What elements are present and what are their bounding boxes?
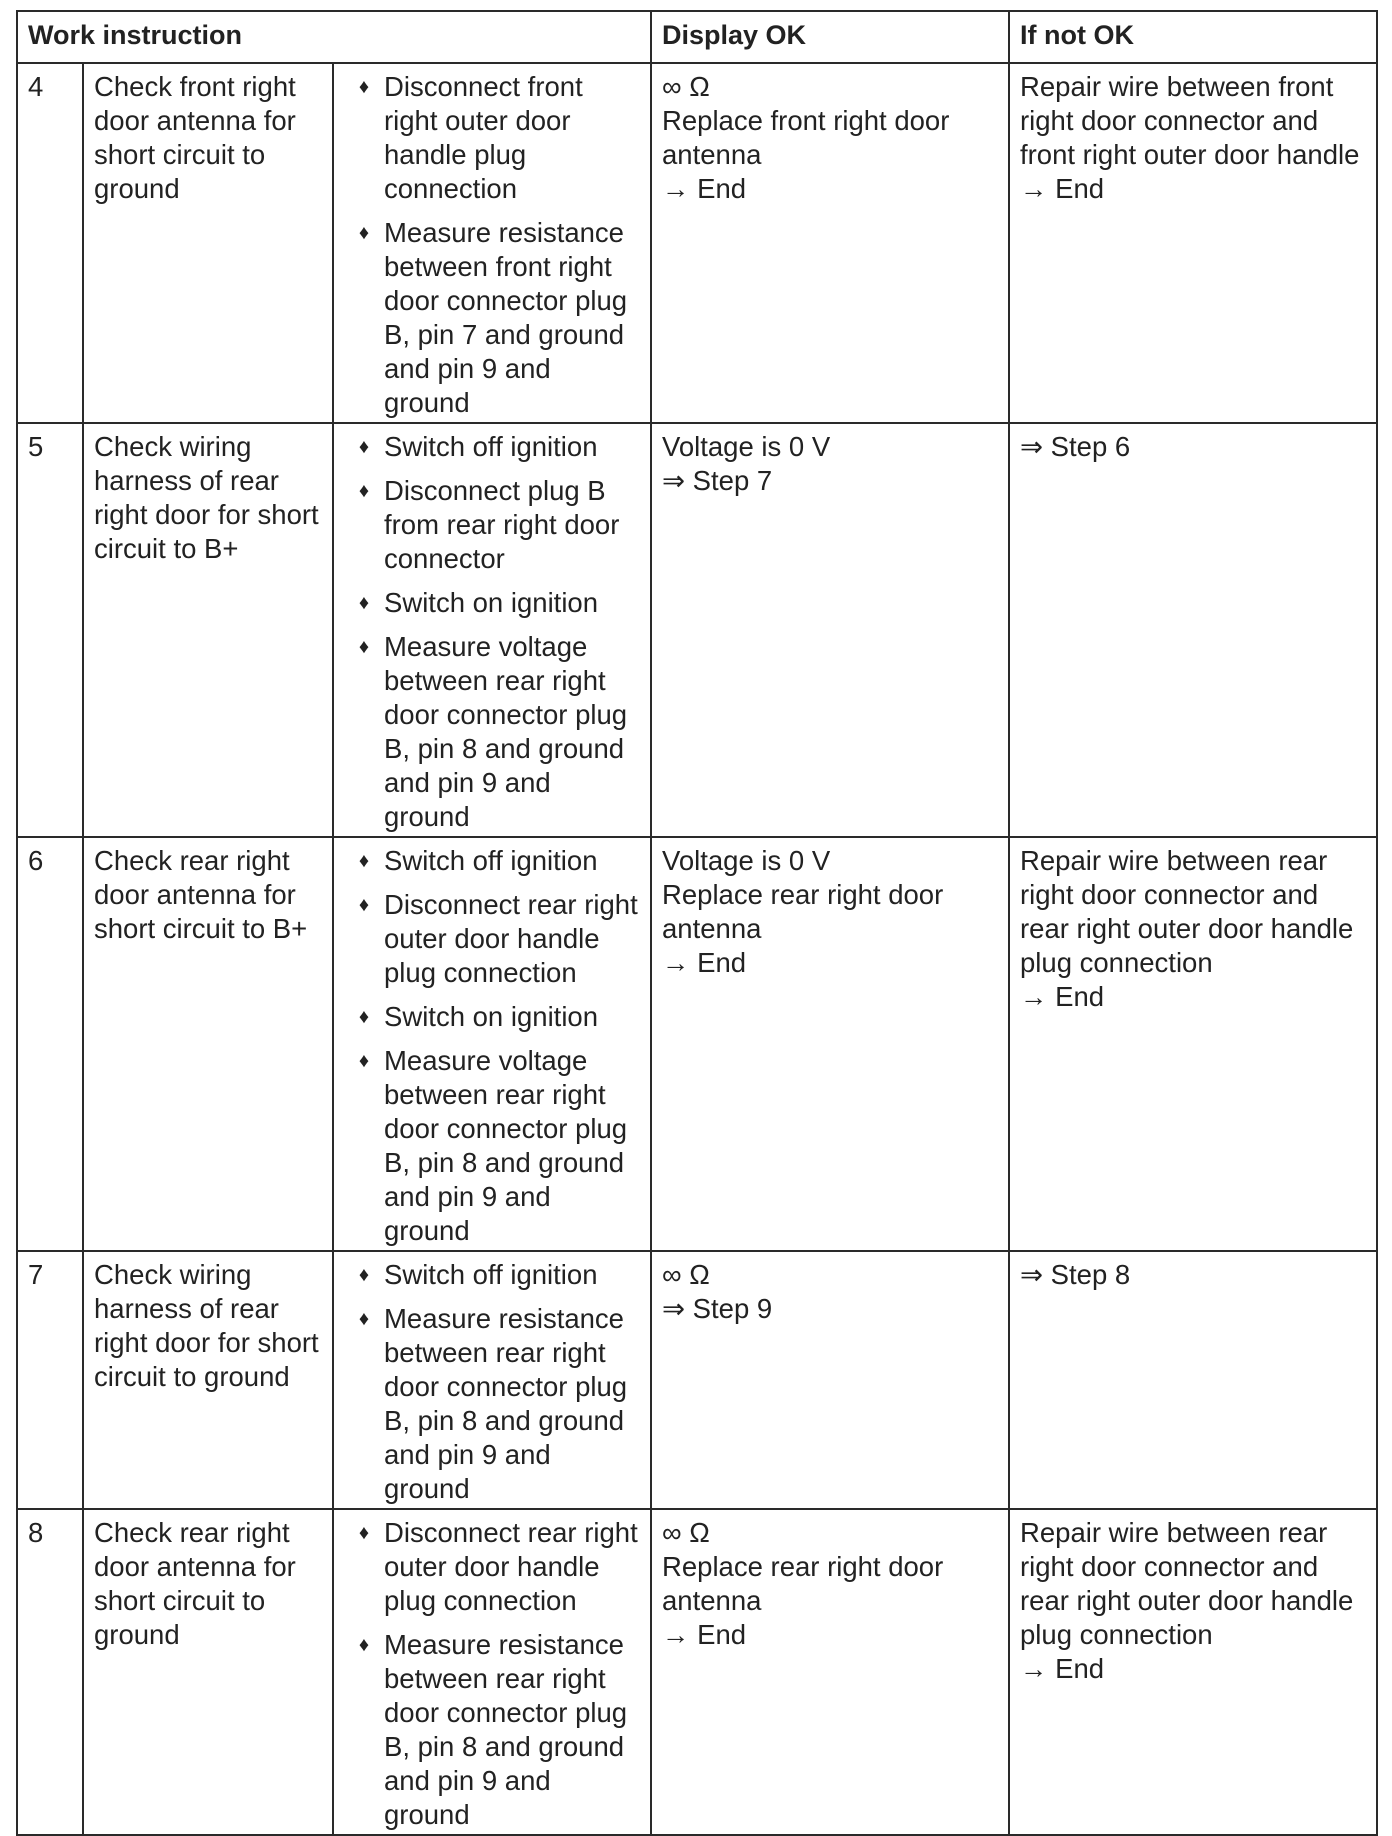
table-row — [17, 837, 1377, 1251]
action-steps-list — [344, 1258, 640, 1506]
table-row — [17, 423, 1377, 837]
if-not-ok-cell — [1009, 423, 1377, 837]
action-step-text: Measure resistance between rear right door connector plug B, pin 8 and ground and pin 9 and ground — [384, 1303, 628, 1504]
action-steps-list — [344, 430, 640, 834]
action-steps-list — [344, 1516, 640, 1832]
if-not-ok-line: Repair wire between front right door connector and front right outer door handle — [1020, 71, 1360, 170]
header-if-not-ok: If not OK — [1009, 11, 1377, 63]
step-number: 4 — [17, 63, 83, 423]
action-step-text: Disconnect plug B from rear right door connector — [384, 475, 620, 574]
action-step — [344, 844, 640, 878]
diamond-bullet-icon: ♦ — [358, 1264, 370, 1286]
header-row — [17, 11, 1377, 63]
check-description: Check rear right door antenna for short circuit to B+ — [83, 837, 333, 1251]
action-step — [344, 70, 640, 206]
display-ok-line: Voltage is 0 V — [662, 845, 831, 876]
action-step — [344, 888, 640, 990]
step-number: 8 — [17, 1509, 83, 1835]
if-not-ok-cell — [1009, 63, 1377, 423]
action-step-text: Switch off ignition — [384, 845, 598, 876]
action-step — [344, 630, 640, 834]
display-ok-cell — [651, 1509, 1009, 1835]
diamond-bullet-icon: ♦ — [358, 894, 370, 916]
table-row — [17, 63, 1377, 423]
diamond-bullet-icon: ♦ — [358, 636, 370, 658]
if-not-ok-line: → End — [1020, 981, 1105, 1012]
action-step-text: Switch off ignition — [384, 1259, 598, 1290]
action-step — [344, 474, 640, 576]
diamond-bullet-icon: ♦ — [358, 436, 370, 458]
if-not-ok-line: → End — [1020, 173, 1105, 204]
display-ok-line: Voltage is 0 V — [662, 431, 831, 462]
action-step-text: Measure resistance between rear right door connector plug B, pin 8 and ground and pin 9 and ground — [384, 1629, 628, 1830]
table-row — [17, 1509, 1377, 1835]
action-step-text: Disconnect rear right outer door handle plug connection — [384, 1517, 638, 1616]
display-ok-line: ∞ Ω — [662, 1517, 710, 1548]
diamond-bullet-icon: ♦ — [358, 592, 370, 614]
document-page — [16, 10, 1376, 1836]
action-step-text: Switch on ignition — [384, 587, 599, 618]
check-description: Check rear right door antenna for short circuit to ground — [83, 1509, 333, 1835]
diamond-bullet-icon: ♦ — [358, 1006, 370, 1028]
check-description: Check wiring harness of rear right door for short circuit to ground — [83, 1251, 333, 1509]
if-not-ok-line: ⇒ Step 8 — [1020, 1259, 1131, 1290]
display-ok-cell — [651, 1251, 1009, 1509]
step-number: 5 — [17, 423, 83, 837]
display-ok-line: Replace rear right door antenna — [662, 879, 944, 944]
action-step — [344, 586, 640, 620]
action-step — [344, 1000, 640, 1034]
action-step — [344, 1302, 640, 1506]
action-steps-cell — [333, 837, 651, 1251]
display-ok-line: → End — [662, 173, 747, 204]
display-ok-line: → End — [662, 947, 747, 978]
action-step-text: Measure voltage between rear right door connector plug B, pin 8 and ground and pin 9 and ground — [384, 631, 628, 832]
display-ok-line: ∞ Ω — [662, 1259, 710, 1290]
action-steps-list — [344, 70, 640, 420]
action-steps-list — [344, 844, 640, 1248]
action-step-text: Disconnect front right outer door handle plug connection — [384, 71, 583, 204]
diamond-bullet-icon: ♦ — [358, 1522, 370, 1544]
work-instruction-table — [16, 10, 1378, 1836]
action-step — [344, 1628, 640, 1832]
display-ok-line: ⇒ Step 9 — [662, 1293, 773, 1324]
if-not-ok-cell — [1009, 837, 1377, 1251]
action-step-text: Measure voltage between rear right door connector plug B, pin 8 and ground and pin 9 and ground — [384, 1045, 628, 1246]
display-ok-line: ⇒ Step 7 — [662, 465, 773, 496]
header-display-ok: Display OK — [651, 11, 1009, 63]
display-ok-cell — [651, 423, 1009, 837]
action-steps-cell — [333, 63, 651, 423]
table-row — [17, 1251, 1377, 1509]
check-description: Check front right door antenna for short circuit to ground — [83, 63, 333, 423]
if-not-ok-line: → End — [1020, 1653, 1105, 1684]
diamond-bullet-icon: ♦ — [358, 480, 370, 502]
diamond-bullet-icon: ♦ — [358, 1050, 370, 1072]
action-steps-cell — [333, 1509, 651, 1835]
action-step-text: Switch on ignition — [384, 1001, 599, 1032]
header-work-instruction: Work instruction — [17, 11, 651, 63]
step-number: 6 — [17, 837, 83, 1251]
if-not-ok-cell — [1009, 1509, 1377, 1835]
action-steps-cell — [333, 423, 651, 837]
action-step — [344, 1258, 640, 1292]
action-step-text: Switch off ignition — [384, 431, 598, 462]
display-ok-line: ∞ Ω — [662, 71, 710, 102]
check-description: Check wiring harness of rear right door for short circuit to B+ — [83, 423, 333, 837]
display-ok-cell — [651, 837, 1009, 1251]
diamond-bullet-icon: ♦ — [358, 1634, 370, 1656]
action-step — [344, 430, 640, 464]
diamond-bullet-icon: ♦ — [358, 76, 370, 98]
action-step — [344, 1044, 640, 1248]
display-ok-line: → End — [662, 1619, 747, 1650]
if-not-ok-line: Repair wire between rear right door connector and rear right outer door handle plug connection — [1020, 845, 1354, 978]
action-steps-cell — [333, 1251, 651, 1509]
action-step-text: Disconnect rear right outer door handle plug connection — [384, 889, 638, 988]
step-number: 7 — [17, 1251, 83, 1509]
action-step-text: Measure resistance between front right door connector plug B, pin 7 and ground and pin 9 and ground — [384, 217, 628, 418]
diamond-bullet-icon: ♦ — [358, 1308, 370, 1330]
diamond-bullet-icon: ♦ — [358, 222, 370, 244]
display-ok-cell — [651, 63, 1009, 423]
if-not-ok-cell — [1009, 1251, 1377, 1509]
action-step — [344, 1516, 640, 1618]
action-step — [344, 216, 640, 420]
diamond-bullet-icon: ♦ — [358, 850, 370, 872]
display-ok-line: Replace front right door antenna — [662, 105, 950, 170]
display-ok-line: Replace rear right door antenna — [662, 1551, 944, 1616]
if-not-ok-line: ⇒ Step 6 — [1020, 431, 1131, 462]
table-body — [17, 63, 1377, 1835]
if-not-ok-line: Repair wire between rear right door connector and rear right outer door handle plug connection — [1020, 1517, 1354, 1650]
